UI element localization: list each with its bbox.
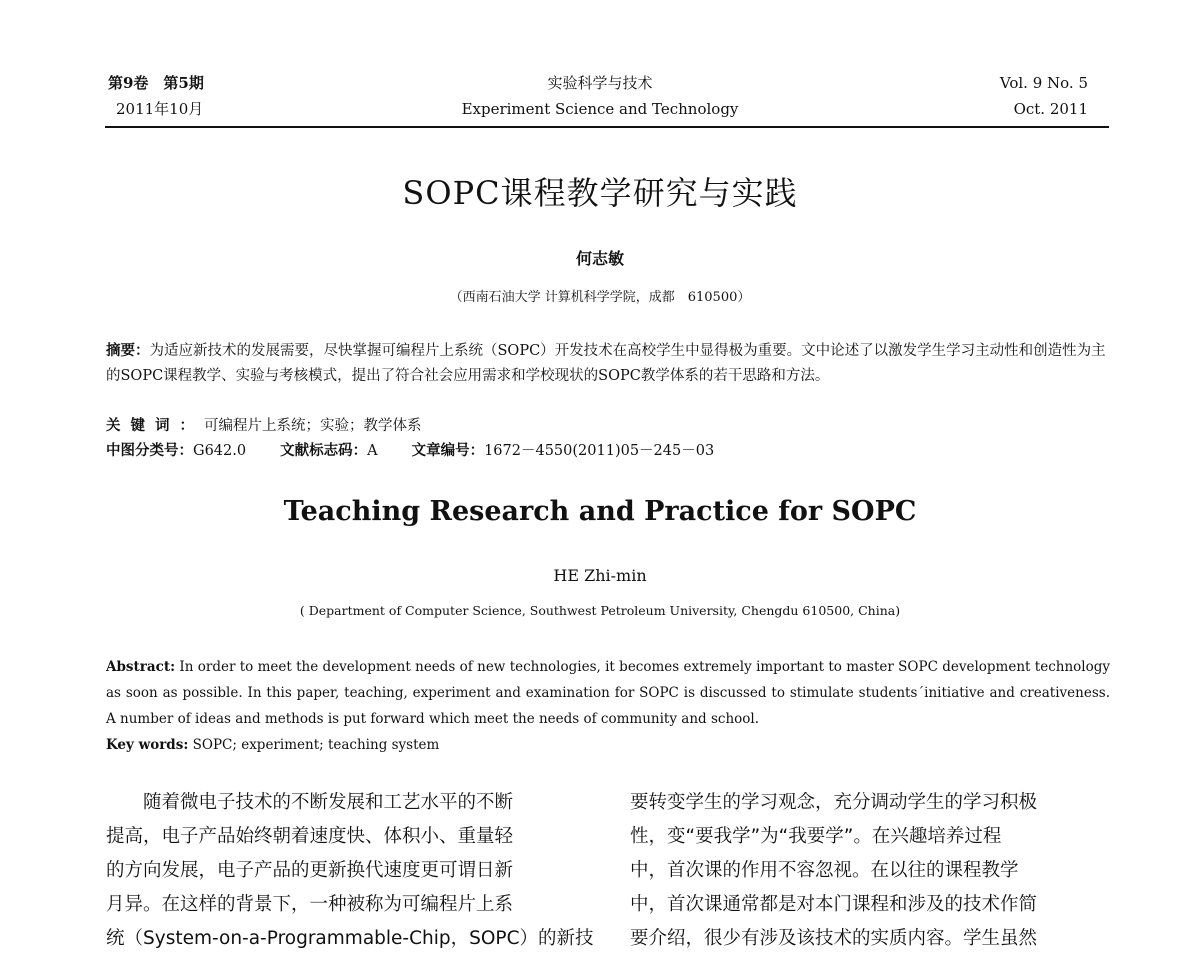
volume-issue-en [1000, 70, 1088, 122]
keywords-en-text: SOPC; experiment; teaching system [188, 737, 440, 753]
keywords-en-label: Key words: [106, 737, 189, 753]
body-column-left [106, 786, 594, 956]
paper-title-zh: SOPC课程教学研究与实践 [402, 174, 798, 212]
body-line: 统（System-on-a-Programmable-Chip，SOPC）的新技 [106, 928, 594, 949]
clc-value: G642.0 [193, 443, 247, 459]
author-en: HE Zhi-min [553, 566, 647, 585]
doc-code-label: 文献标志码： [280, 442, 368, 459]
affiliation-zh: （西南石油大学 计算机科学学院，成都 610500） [449, 290, 751, 305]
body-line: 月异。在这样的背景下，一种被称为可编程片上系 [106, 894, 514, 915]
abstract-en-text: In order to meet the development needs of new technologies, it becomes extremely important to master SOPC development technology as soon as possible. In this paper, teaching, experiment and examination for SOPC is discussed to stimulate students´initiative and creativeness. A number of ideas and methods is put forward which meet the needs of community and school. [106, 659, 1110, 727]
author-zh: 何志敏 [575, 249, 624, 268]
volume-en: Vol. 9 No. 5 [999, 74, 1088, 92]
article-number-label: 文章编号： [411, 442, 485, 459]
abstract-zh-label: 摘要： [106, 342, 150, 359]
body-line: 中，首次课通常都是对本门课程和涉及的技术作简 [630, 894, 1038, 915]
keywords-zh [106, 414, 1110, 438]
body-line: 要转变学生的学习观念，充分调动学生的学习积极 [630, 792, 1038, 813]
date-en: Oct. 2011 [1013, 100, 1088, 118]
body-line: 随着微电子技术的不断发展和工艺水平的不断 [143, 792, 514, 813]
article-number-value: 1672－4550(2011)05－245－03 [484, 443, 715, 459]
keywords-en [106, 732, 1110, 758]
journal-name-en: Experiment Science and Technology [461, 100, 739, 118]
abstract-en-label: Abstract: [106, 659, 176, 675]
abstract-zh [106, 338, 1110, 389]
keywords-zh-label: 关键词： [106, 417, 204, 434]
paper-title-en: Teaching Research and Practice for SOPC [283, 496, 917, 527]
abstract-en [106, 654, 1110, 732]
affiliation-en: ( Department of Computer Science, Southwest Petroleum University, Chengdu 610500, China) [299, 603, 901, 618]
journal-name-zh: 实验科学与技术 [547, 74, 653, 92]
keywords-zh-text: 可编程片上系统；实验；教学体系 [204, 418, 422, 434]
body-line: 的方向发展，电子产品的更新换代速度更可谓日新 [106, 860, 514, 881]
doc-code-value: A [367, 443, 378, 459]
volume-zh: 第9卷 第5期 [108, 74, 204, 92]
body-line: 性，变“要我学”为“我要学”。在兴趣培养过程 [630, 826, 1002, 847]
classification-line [106, 439, 1110, 463]
body-line: 要介绍，很少有涉及该技术的实质内容。学生虽然 [630, 928, 1038, 949]
date-zh: 2011年10月 [116, 100, 204, 118]
header-rule [105, 126, 1109, 128]
body-column-right [630, 786, 1108, 956]
body-line: 提高，电子产品始终朝着速度快、体积小、重量轻 [106, 826, 514, 847]
body-line: 中，首次课的作用不容忽视。在以往的课程教学 [630, 860, 1019, 881]
clc-label: 中图分类号： [106, 442, 193, 459]
abstract-zh-text: 为适应新技术的发展需要，尽快掌握可编程片上系统（SOPC）开发技术在高校学生中显得极为重要。文中论述了以激发学生学习主动性和创造性为主的SOPC课程教学、实验与考核模式，提出了符合社会应用需求和学校现状的SOPC教学体系的若干思路和方法。 [106, 343, 1106, 384]
